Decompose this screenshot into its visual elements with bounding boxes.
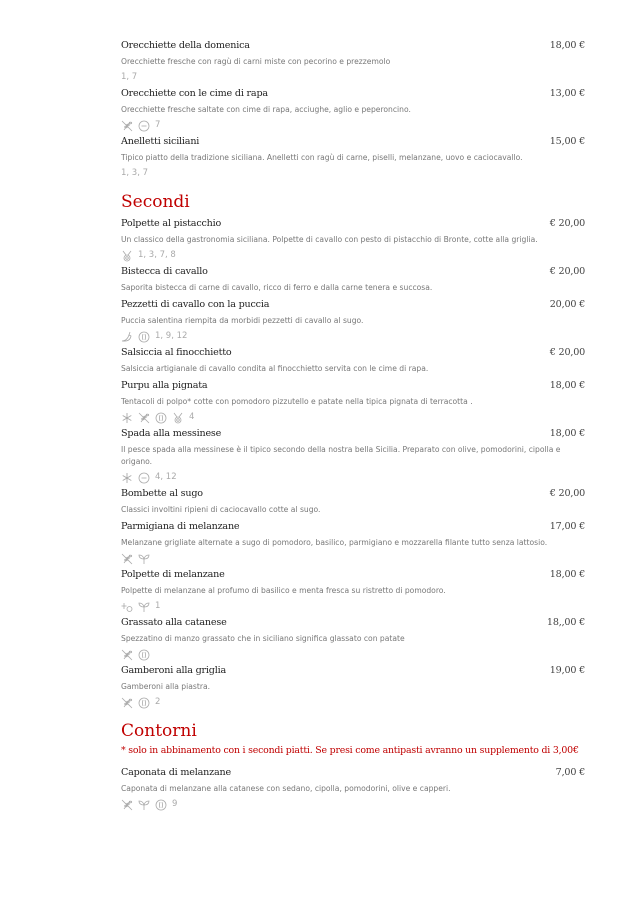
menu-item-price: 19,00 €	[549, 665, 585, 676]
menu-item-name: Gamberoni alla griglia	[121, 665, 226, 676]
menu-item-description: Caponata di melanzane alla catanese con sedano, cipolla, pomodorini, olive e capperi.	[121, 784, 451, 793]
menu-item-header	[121, 764, 585, 781]
allergen-codes: 7	[155, 120, 161, 130]
allergen-codes: 9	[172, 799, 178, 809]
allergen-codes: 2	[155, 697, 161, 707]
menu-item-header	[121, 133, 585, 150]
menu-item-header	[121, 566, 585, 583]
menu-item-price: € 20,00	[549, 266, 585, 277]
menu-item-description: Spezzatino di manzo grassato che in siciliano significa glassato con patate	[121, 634, 405, 643]
menu-item-name: Salsiccia al finocchietto	[121, 347, 232, 358]
menu-item-allergens	[121, 797, 585, 812]
sprout-icon	[138, 799, 150, 811]
sprout-icon	[138, 601, 150, 613]
allergen-codes: 1, 9, 12	[155, 331, 188, 341]
menu-item-description: Classici involtini ripieni di caciocavallo cotte al sugo.	[121, 505, 321, 514]
menu-item-price: 18,,00 €	[546, 617, 585, 628]
gluten-free-icon	[121, 697, 133, 709]
circle-icon	[155, 799, 167, 811]
gluten-free-icon	[121, 799, 133, 811]
menu-item-allergens	[121, 599, 585, 614]
gluten-free-icon	[121, 120, 133, 132]
menu-item-price: 13,00 €	[549, 88, 585, 99]
menu-item-price: € 20,00	[549, 488, 585, 499]
menu-item-name: Orecchiette con le cime di rapa	[121, 88, 268, 99]
menu-item-allergens	[121, 551, 585, 566]
allergen-codes: 1, 3, 7, 8	[138, 250, 176, 260]
menu-item-header	[121, 85, 585, 102]
menu-item	[121, 344, 585, 377]
menu-item	[121, 37, 585, 85]
menu-item-allergens	[121, 166, 585, 181]
menu-item-name: Polpette di melanzane	[121, 569, 225, 580]
medal-icon	[121, 250, 133, 262]
menu-item-description: Saporita bistecca di carne di cavallo, ricco di ferro e dalla carne tenera e succosa.	[121, 283, 433, 292]
menu-item-name: Anelletti siciliani	[121, 136, 200, 147]
menu-item-name: Pezzetti di cavallo con la puccia	[121, 299, 270, 310]
sprout-icon	[138, 553, 150, 565]
menu-item	[121, 425, 585, 485]
circle-icon	[155, 412, 167, 424]
menu-item-header	[121, 662, 585, 679]
menu-item-allergens	[121, 470, 585, 485]
snowflake-icon	[121, 412, 133, 424]
menu-item-price: 15,00 €	[549, 136, 585, 147]
menu-item-allergens	[121, 410, 585, 425]
menu-item-description: Il pesce spada alla messinese è il tipico secondo della nostra bella Sicilia. Preparato con olive, pomodorini, cipolla e origano.	[121, 445, 561, 466]
section-title: Contorni	[121, 721, 197, 741]
allergen-codes: 4	[189, 412, 195, 422]
menu-item	[121, 215, 585, 263]
menu-item-header	[121, 215, 585, 232]
gluten-free-icon	[121, 553, 133, 565]
gluten-free-icon	[138, 412, 150, 424]
section-title: Secondi	[121, 192, 190, 212]
menu-item-price: 18,00 €	[549, 380, 585, 391]
menu-item	[121, 764, 585, 812]
menu-item-name: Spada alla messinese	[121, 428, 222, 439]
menu-item	[121, 263, 585, 296]
menu-item	[121, 518, 585, 566]
menu-item-allergens	[121, 70, 585, 85]
menu-item-description: Un classico della gastronomia siciliana. Polpette di cavallo con pesto di pistacchio di Bronte, cotte alla griglia.	[121, 235, 538, 244]
menu-item-description: Tipico piatto della tradizione siciliana. Anelletti con ragù di carne, piselli, melanzane, uovo e caciocavallo.	[121, 153, 523, 162]
menu-item-header	[121, 485, 585, 502]
menu-item	[121, 133, 585, 181]
menu-item-price: 7,00 €	[555, 767, 585, 778]
menu-item-header	[121, 425, 585, 442]
menu-item-name: Orecchiette della domenica	[121, 40, 250, 51]
menu-item-description: Melanzane grigliate alternate a sugo di pomodoro, basilico, parmigiano e mozzarella filante tutto senza lattosio.	[121, 538, 548, 547]
menu-item-description: Orecchiette fresche con ragù di carni miste con pecorino e prezzemolo	[121, 57, 391, 66]
menu-item-description: Tentacoli di polpo* cotte con pomodoro pizzutello e patate nella tipica pignata di terracotta .	[121, 397, 473, 406]
badge-icon	[138, 472, 150, 484]
menu-item-allergens	[121, 695, 585, 710]
snowflake-medal-icon	[121, 601, 133, 613]
menu-item	[121, 566, 585, 614]
menu-item-name: Bombette al sugo	[121, 488, 203, 499]
menu-item-header	[121, 263, 585, 280]
medal-icon	[172, 412, 184, 424]
menu-item-name: Parmigiana di melanzane	[121, 521, 240, 532]
circle-icon	[138, 331, 150, 343]
menu-item-description: Orecchiette fresche saltate con cime di rapa, acciughe, aglio e peperoncino.	[121, 105, 411, 114]
menu-item-price: 18,00 €	[549, 569, 585, 580]
menu-item	[121, 662, 585, 710]
menu-item-name: Grassato alla catanese	[121, 617, 227, 628]
allergen-codes: 1, 3, 7	[121, 168, 149, 178]
menu-item-header	[121, 518, 585, 535]
menu-item	[121, 296, 585, 344]
snowflake-icon	[121, 472, 133, 484]
menu-item-price: € 20,00	[549, 347, 585, 358]
menu-item	[121, 485, 585, 518]
chili-icon	[121, 331, 133, 343]
menu-item-price: € 20,00	[549, 218, 585, 229]
allergen-codes: 1, 7	[121, 72, 138, 82]
menu-item-allergens	[121, 647, 585, 662]
menu-item	[121, 377, 585, 425]
menu-item-header	[121, 377, 585, 394]
menu-item-description: Puccia salentina riempita da morbidi pezzetti di cavallo al sugo.	[121, 316, 364, 325]
menu-item-price: 18,00 €	[549, 40, 585, 51]
menu-item-description: Polpette di melanzane al profumo di basilico e menta fresca su ristretto di pomodoro.	[121, 586, 446, 595]
menu-item-name: Bistecca di cavallo	[121, 266, 208, 277]
allergen-codes: 1	[155, 601, 161, 611]
menu-item	[121, 85, 585, 133]
menu-item-allergens	[121, 118, 585, 133]
menu-item-allergens	[121, 329, 585, 344]
menu-item-header	[121, 614, 585, 631]
menu-item-price: 18,00 €	[549, 428, 585, 439]
menu	[121, 37, 585, 812]
menu-item-price: 17,00 €	[549, 521, 585, 532]
menu-item-header	[121, 37, 585, 54]
allergen-codes: 4, 12	[155, 472, 177, 482]
menu-item-allergens	[121, 248, 585, 263]
menu-item-name: Polpette al pistacchio	[121, 218, 222, 229]
menu-item-description: Gamberoni alla piastra.	[121, 682, 211, 691]
menu-item	[121, 614, 585, 662]
circle-icon	[138, 649, 150, 661]
menu-item-header	[121, 296, 585, 313]
gluten-free-icon	[121, 649, 133, 661]
menu-item-price: 20,00 €	[549, 299, 585, 310]
menu-item-header	[121, 344, 585, 361]
menu-item-name: Purpu alla pignata	[121, 380, 208, 391]
circle-icon	[138, 697, 150, 709]
menu-item-name: Caponata di melanzane	[121, 767, 231, 778]
menu-item-description: Salsiccia artigianale di cavallo condita al finocchietto servita con le cime di rapa.	[121, 364, 429, 373]
section-note: * solo in abbinamento con i secondi piatti. Se presi come antipasti avranno un supplemento di 3,00€	[121, 745, 579, 756]
badge-icon	[138, 120, 150, 132]
